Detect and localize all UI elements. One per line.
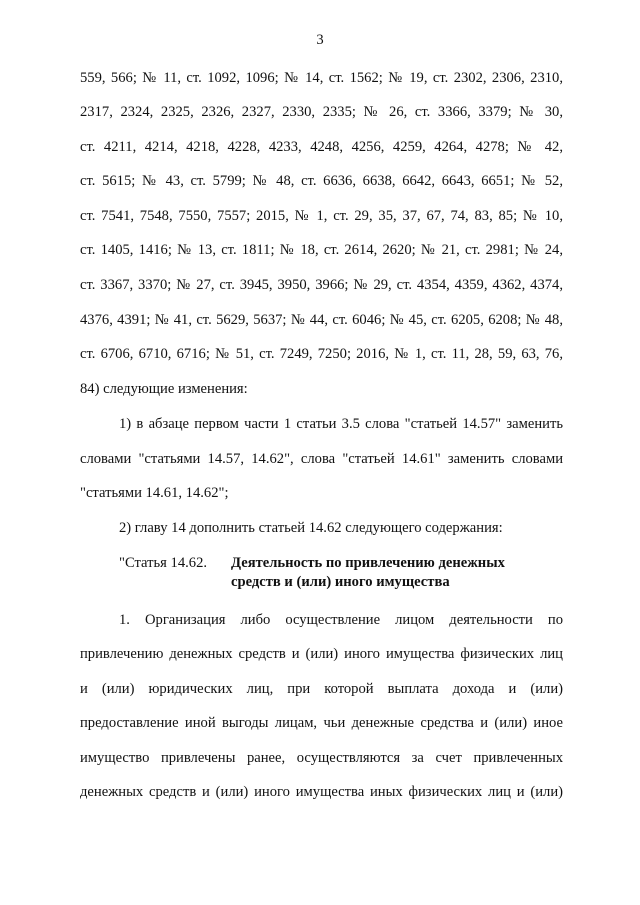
page-number: 3 (316, 32, 324, 48)
text-line: ст. 3367, 3370; № 27, ст. 3945, 3950, 3966; № 29, ст. 4354, 4359, 4362, 4374, (80, 277, 563, 293)
article-title-line: средств и (или) иного имущества (231, 574, 450, 590)
text-line: ст. 7541, 7548, 7550, 7557; 2015, № 1, ст. 29, 35, 37, 67, 74, 83, 85; № 10, (80, 208, 563, 224)
text-line: 2317, 2324, 2325, 2326, 2327, 2330, 2335; № 26, ст. 3366, 3379; № 30, (80, 104, 563, 120)
text-line: предоставление иной выгоды лицам, чьи денежные средства и (или) иное (80, 715, 563, 731)
text-line: 2) главу 14 дополнить статьей 14.62 следующего содержания: (119, 520, 503, 536)
text-line: словами "статьями 14.57, 14.62", слова "статьей 14.61" заменить словами (80, 451, 563, 467)
text-line: ст. 4211, 4214, 4218, 4228, 4233, 4248, 4256, 4259, 4264, 4278; № 42, (80, 139, 563, 155)
article-label: "Статья 14.62. (119, 555, 208, 571)
text-line: 84) следующие изменения: (80, 381, 248, 397)
article-title (231, 554, 551, 592)
article-title-line: Деятельность по привлечению денежных (231, 555, 505, 571)
text-line: денежных средств и (или) иного имущества иных физических лиц и (или) (80, 784, 563, 800)
text-line: 559, 566; № 11, ст. 1092, 1096; № 14, ст. 1562; № 19, ст. 2302, 2306, 2310, (80, 70, 563, 86)
text-line: имущество привлечены ранее, осуществляются за счет привлеченных (80, 750, 563, 766)
text-line: ст. 1405, 1416; № 13, ст. 1811; № 18, ст. 2614, 2620; № 21, ст. 2981; № 24, (80, 242, 563, 258)
text-line: 1. Организация либо осуществление лицом деятельности по (119, 612, 563, 628)
text-line: ст. 6706, 6710, 6716; № 51, ст. 7249, 7250; 2016, № 1, ст. 11, 28, 59, 63, 76, (80, 346, 563, 362)
text-line: 1) в абзаце первом части 1 статьи 3.5 слова "статьей 14.57" заменить (119, 416, 563, 432)
text-line: привлечению денежных средств и (или) иного имущества физических лиц (80, 646, 563, 662)
text-line: 4376, 4391; № 41, ст. 5629, 5637; № 44, ст. 6046; № 45, ст. 6205, 6208; № 48, (80, 312, 563, 328)
text-line: ст. 5615; № 43, ст. 5799; № 48, ст. 6636, 6638, 6642, 6643, 6651; № 52, (80, 173, 563, 189)
text-line: и (или) юридических лиц, при которой выплата дохода и (или) (80, 681, 563, 697)
text-line: "статьями 14.61, 14.62"; (80, 485, 229, 501)
